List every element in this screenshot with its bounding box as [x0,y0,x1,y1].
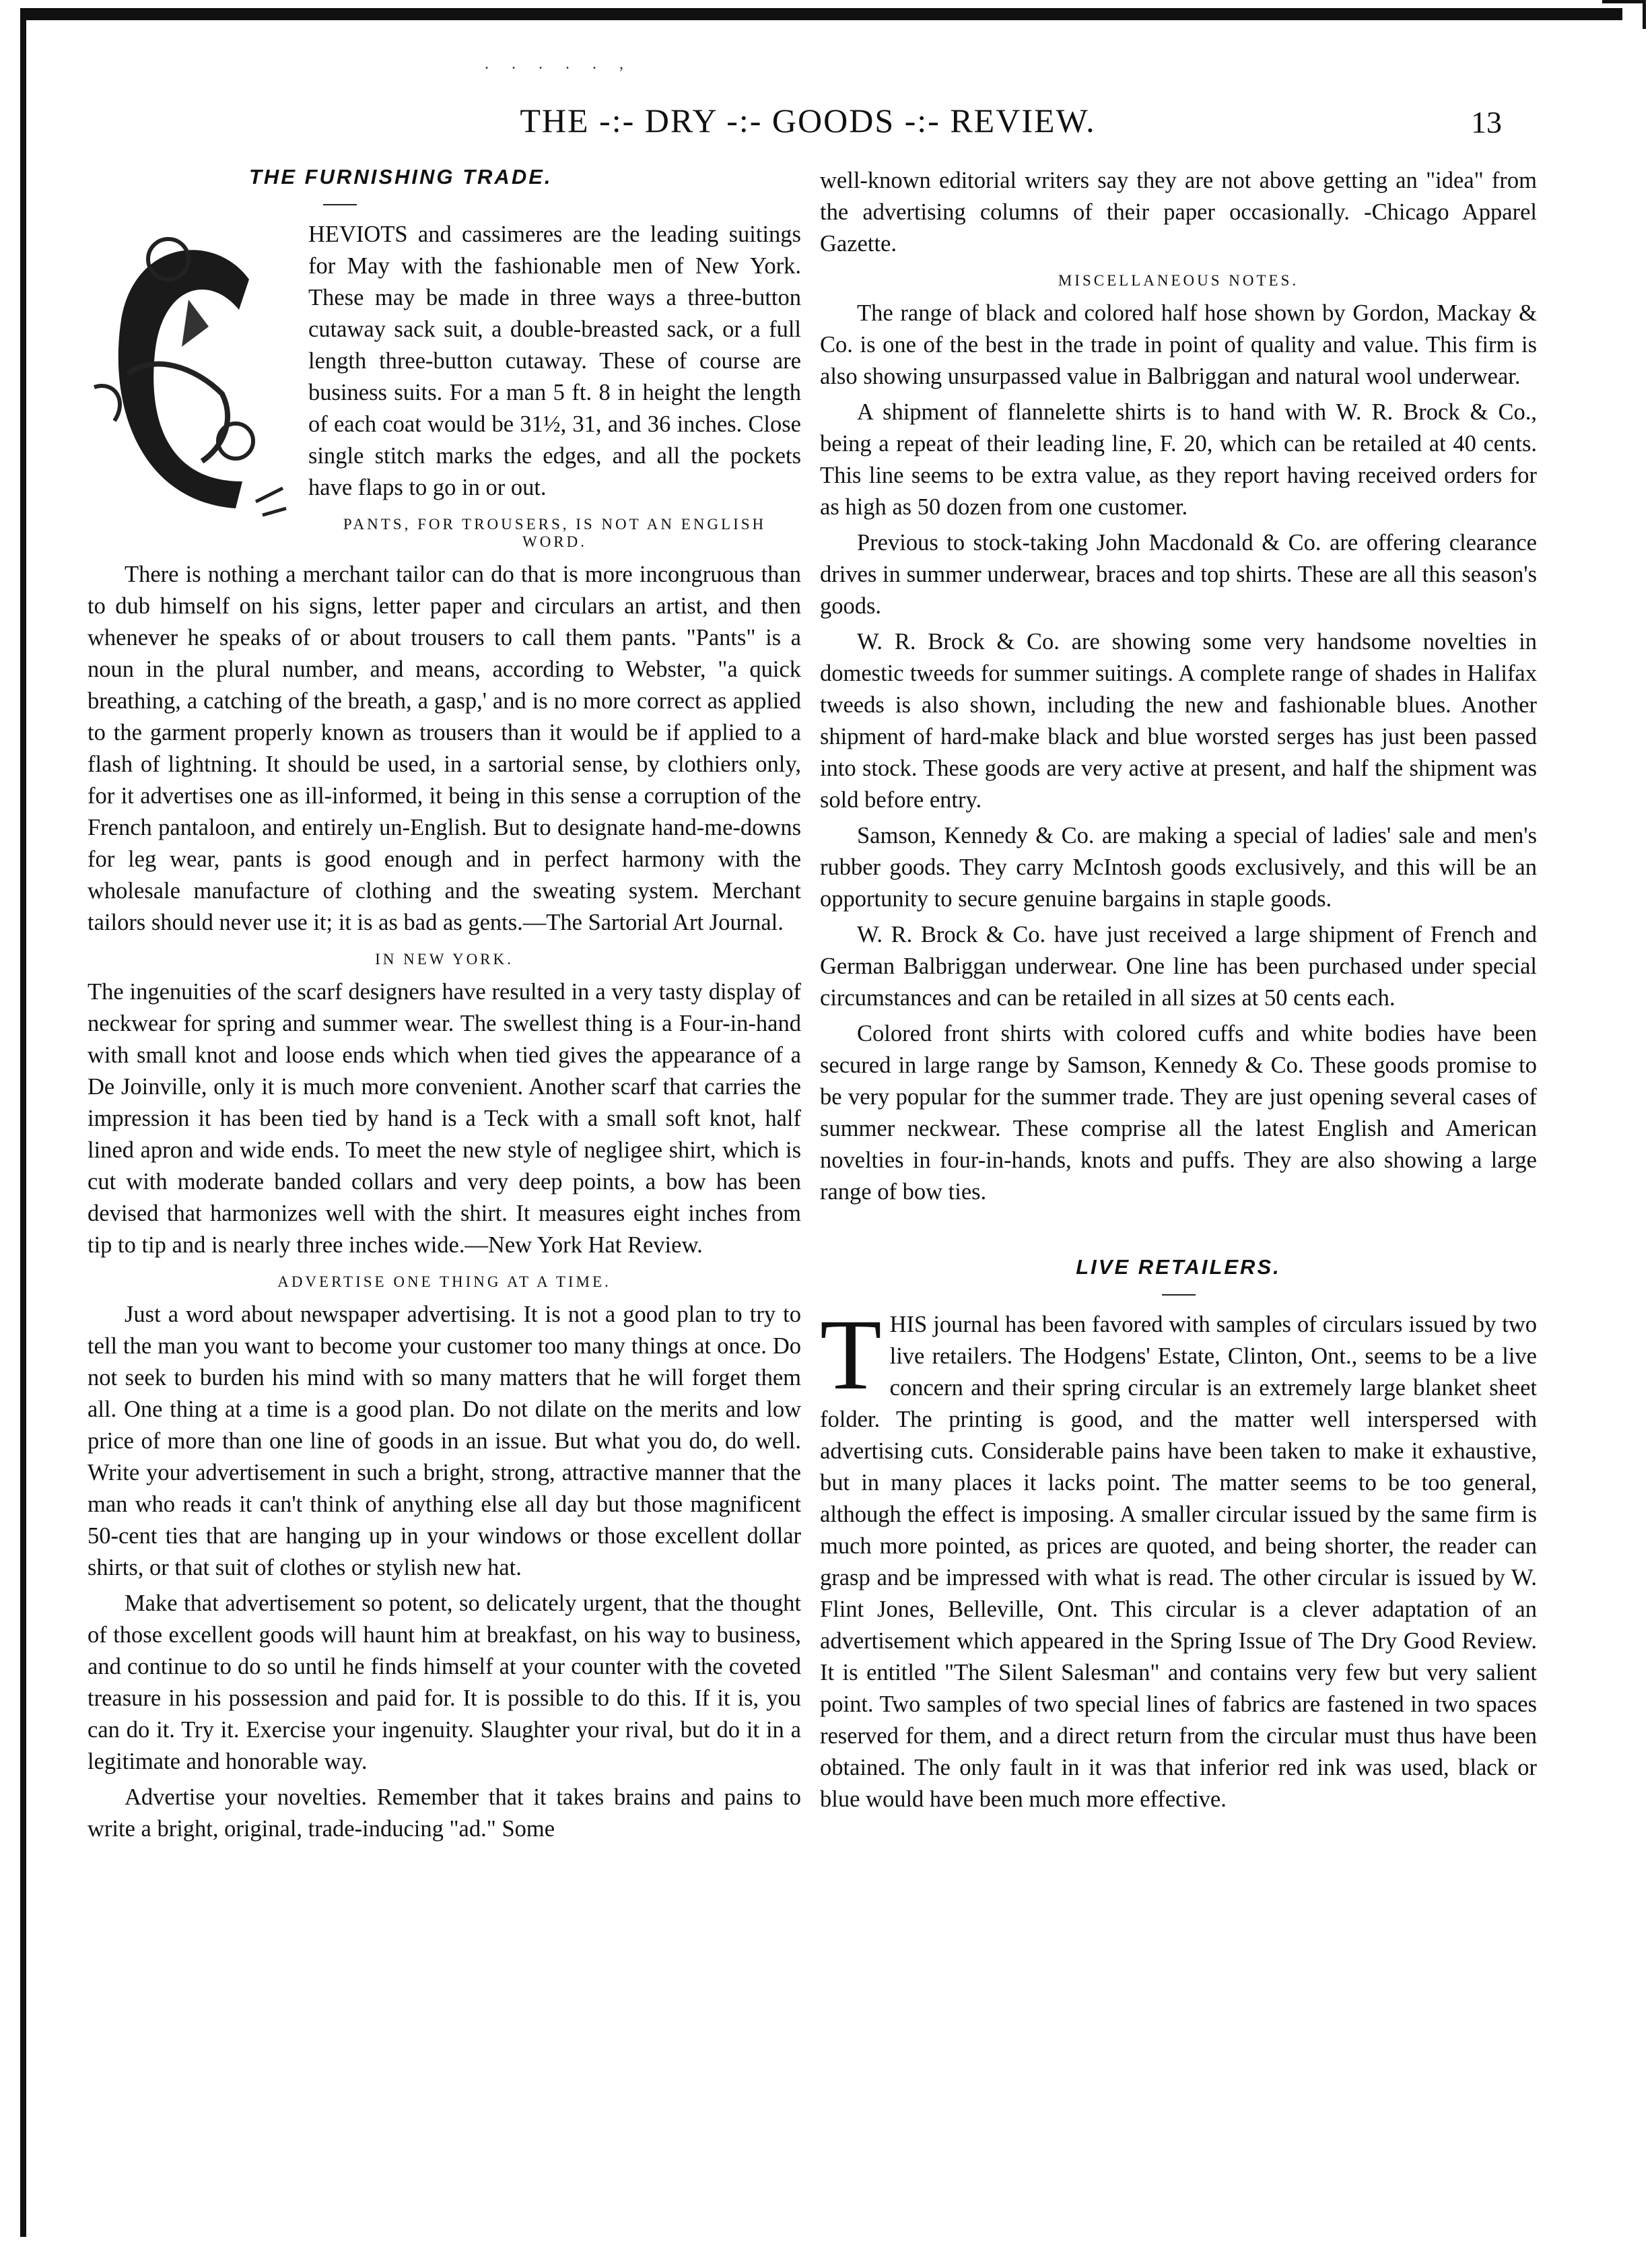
heading-rule [1162,1294,1196,1296]
misc-paragraph-7: Colored front shirts with colored cuffs and white bodies have been secured in large range by Samson, Kennedy & Co. These goods promise to be very popular for the summer trade. They are just opening several cases of summer neckwear. These comprise all the latest English and American novelties in four-in-hands, knots and puffs. They are also showing a large range of bow ties. [820,1021,1537,1205]
page-title: THE -:- DRY -:- GOODS -:- REVIEW. [520,102,1096,139]
print-specks: . . . . . , [485,55,633,73]
misc-paragraph-2: A shipment of flannelette shirts is to hand with W. R. Brock & Co., being a repeat of their leading line, F. 20, which can be retailed at 40 cents. This line seems to be extra value, as they report having received orders for as high as 50 dozen from one customer. [820,399,1537,520]
misc-paragraph-1: The range of black and colored half hose shown by Gordon, Mackay & Co. is one of the best in the trade in point of quality and value. This firm is also showing unsurpassed value in Balbriggan and natural wool underwear. [820,300,1537,389]
dropcap-t: T [820,1299,882,1411]
misc-paragraph-4: W. R. Brock & Co. are showing some very handsome novelties in domestic tweeds for summer suitings. A complete range of shades in Halifax tweeds is also shown, including the new and fashionable blues. Another shipment of hard-make black and blue worsted serges has just been passed into stock. These goods are very active at present, and half the shipment was sold before entry. [820,629,1537,813]
ornamental-c-icon [88,219,289,535]
pants-subheading: PANTS, FOR TROUSERS, IS NOT AN ENGLISH WORD. [343,516,767,550]
new-york-subheading: IN NEW YORK. [375,951,514,968]
new-york-paragraph: The ingenuities of the scarf designers have resulted in a very tasty display of neckwear for spring and summer wear. The swellest thing is a Four-in-hand with small knot and loose ends which when tied gives the appearance of a De Joinville, only it is much more convenient. Another scarf that carries the impression it has been tied by hand is a Teck with a small soft knot, half lined apron and wide ends. To meet the new style of negligee shirt, which is cut with moderate banded collars and very deep points, a bow has been devised that harmonizes well with the shirt. It measures eight inches from tip to tip and is nearly three inches wide.—New York Hat Review. [88,979,801,1258]
advertise-subheading: ADVERTISE ONE THING AT A TIME. [277,1273,611,1290]
right-column [820,165,1537,1819]
ornamental-initial-c [88,219,289,535]
furnishing-paragraph: HEVIOTS and cassimeres are the leading suitings for May with the fashionable men of New York. These may be made in three ways a three-button cutaway sack suit, a double-breasted sack, or a full length three-button cutaway. These of course are business suits. For a man 5 ft. 8 in height the length of each coat would be 31½, 31, and 36 inches. Close single stitch marks the edges, and all the pockets have flaps to go in or out. [308,222,801,500]
advertise-paragraph-1: Just a word about newspaper advertising. It is not a good plan to try to tell the man you want to become your customer too many things at once. Do not seek to burden his mind with so many matters that he will forget them all. One thing at a time is a good plan. Do not dilate on the merits and low price of more than one line of goods in an issue. But what you do, do well. Write your advertisement in such a bright, strong, attractive manner that the man who reads it can't think of anything else all day but those magnificent 50-cent ties that are hanging up in your windows or those excellent dollar shirts, or that suit of clothes or stylish new hat. [88,1302,801,1580]
advertise-paragraph-2: Make that advertisement so potent, so delicately urgent, that the thought of those excellent goods will haunt him at breakfast, on his way to business, and continue to do so until he finds himself at your counter with the coveted treasure in his possession and paid for. It is possible to do this. If it is, you can do it. Try it. Exercise your ingenuity. Slaughter your rival, but do it in a legitimate and honorable way. [88,1590,801,1774]
heading-rule [323,204,357,205]
live-retailers-paragraph: HIS journal has been favored with samples of circulars issued by two live retailers. The Hodgens' Estate, Clinton, Ont., seems to be a live concern and their spring circular is an extremely large blanket sheet folder. The printing is good, and the matter well interspersed with advertising cuts. Considerable pains have been taken to make it exhaustive, but in many places it lacks point. The matter seems to be too general, although the effect is imposing. A smaller circular issued by the same firm is much more pointed, as prices are quoted, and being shorter, the reader can grasp and be impressed with what is read. The other circular is issued by W. Flint Jones, Belleville, Ont. This circular is a clever adaptation of an advertisement which appeared in the Spring Issue of The Dry Good Review. It is entitled "The Silent Salesman" and contains very few but very salient point. Two samples of two special lines of fabrics are fastened in two spaces reserved for them, and a direct return from the circular must thus have been obtained. The only fault in it was that inferior red ink was used, black or blue would have been much more effective. [820,1312,1537,1812]
page-number: 13 [1471,105,1502,139]
misc-paragraph-3: Previous to stock-taking John Macdonald & Co. are offering clearance drives in summer underwear, braces and top shirts. These are all this season's goods. [820,530,1537,619]
furnishing-heading: THE FURNISHING TRADE. [249,165,553,189]
pants-paragraph: There is nothing a merchant tailor can do that is more incongruous than to dub himself on his signs, letter paper and circulars an artist, and then whenever he speaks of or about trousers to call them pants. "Pants" is a noun in the plural number, and means, according to Webster, "a quick breathing, a catching of the breath, a gasp,' and is no more correct as applied to the garment properly known as trousers than it would be if applied to a flash of lightning. It should be used, in a sartorial sense, by clothiers only, for it advertises one as ill-informed, it being in this sense a corruption of the French pantaloon, and entirely un-English. But to designate hand-me-downs for leg wear, pants is good enough and in perfect harmony with the wholesale manufacture of clothing and the sweating system. Merchant tailors should never use it; it is as bad as gents.—The Sartorial Art Journal. [88,562,801,935]
page-corner-mark [1602,0,1646,29]
live-retailers-heading: LIVE RETAILERS. [1076,1255,1281,1279]
advertise-paragraph-3: Advertise your novelties. Remember that it takes brains and pains to write a bright, original, trade-inducing "ad." Some [88,1784,801,1842]
misc-paragraph-6: W. R. Brock & Co. have just received a large shipment of French and German Balbriggan underwear. One line has been purchased under special circumstances and can be retailed in all sizes at 50 cents each. [820,922,1537,1011]
misc-paragraph-5: Samson, Kennedy & Co. are making a special of ladies' sale and men's rubber goods. They carry McIntosh goods exclusively, and this will be an opportunity to secure genuine bargains in staple goods. [820,823,1537,912]
misc-subheading: MISCELLANEOUS NOTES. [1058,272,1299,289]
left-column [88,165,801,1849]
continuation-paragraph: well-known editorial writers say they are not above getting an "idea" from the advertising columns of their paper occasionally. -Chicago Apparel Gazette. [820,168,1537,257]
page-border-top [20,8,1622,20]
page-border-left [20,8,26,2237]
